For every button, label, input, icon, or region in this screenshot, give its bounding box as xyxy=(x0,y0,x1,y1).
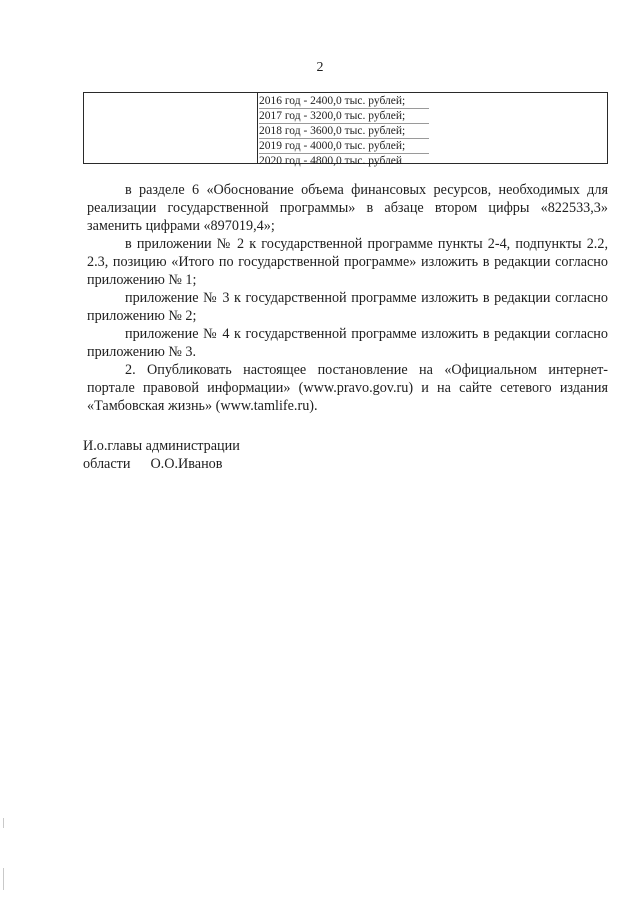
signature-line-2 xyxy=(83,455,240,473)
table-row: 2017 год - 3200,0 тыс. рублей; xyxy=(259,109,429,124)
page-number: 2 xyxy=(316,60,324,75)
paragraph-section-6: в разделе 6 «Обоснование объема финансовых ресурсов, необходимых для реализации государственной программы» в абзаце втором цифры «822533,3» заменить цифрами «897019,4»; xyxy=(87,182,608,234)
signature-title: И.о.главы администрации xyxy=(83,438,240,454)
table-row: 2018 год - 3600,0 тыс. рублей; xyxy=(259,124,429,139)
paragraph-appendix-3: приложение № 3 к государственной программе изложить в редакции согласно приложению № 2; xyxy=(87,290,608,324)
scan-margin-mark xyxy=(3,818,4,828)
paragraph-appendix-2: в приложении № 2 к государственной программе пункты 2-4, подпункты 2.2, 2.3, позицию «Итого по государственной программе» изложить в редакции согласно приложению № 1; xyxy=(87,236,608,288)
signature-block xyxy=(83,437,240,473)
scan-margin-mark xyxy=(3,868,4,890)
document-body xyxy=(87,181,608,415)
table-row: 2019 год - 4000,0 тыс. рублей; xyxy=(259,139,429,154)
signatory-name: О.О.Иванов xyxy=(150,456,223,472)
paragraph-appendix-4: приложение № 4 к государственной программе изложить в редакции согласно приложению № 3. xyxy=(87,326,608,360)
table-row: 2016 год - 2400,0 тыс. рублей; xyxy=(259,94,429,109)
table-values-cell xyxy=(258,93,607,167)
signature-region: области xyxy=(83,456,131,472)
paragraph-publication: 2. Опубликовать настоящее постановление на «Официальном интернет-портале правовой информации» (www.pravo.gov.ru) и на сайте сетевого издания «Тамбовская жизнь» (www.tamlife.ru). xyxy=(87,362,608,414)
table-empty-cell xyxy=(84,93,258,163)
funding-table xyxy=(83,92,608,167)
table-row: 2020 год - 4800,0 тыс. рублей xyxy=(259,155,403,167)
